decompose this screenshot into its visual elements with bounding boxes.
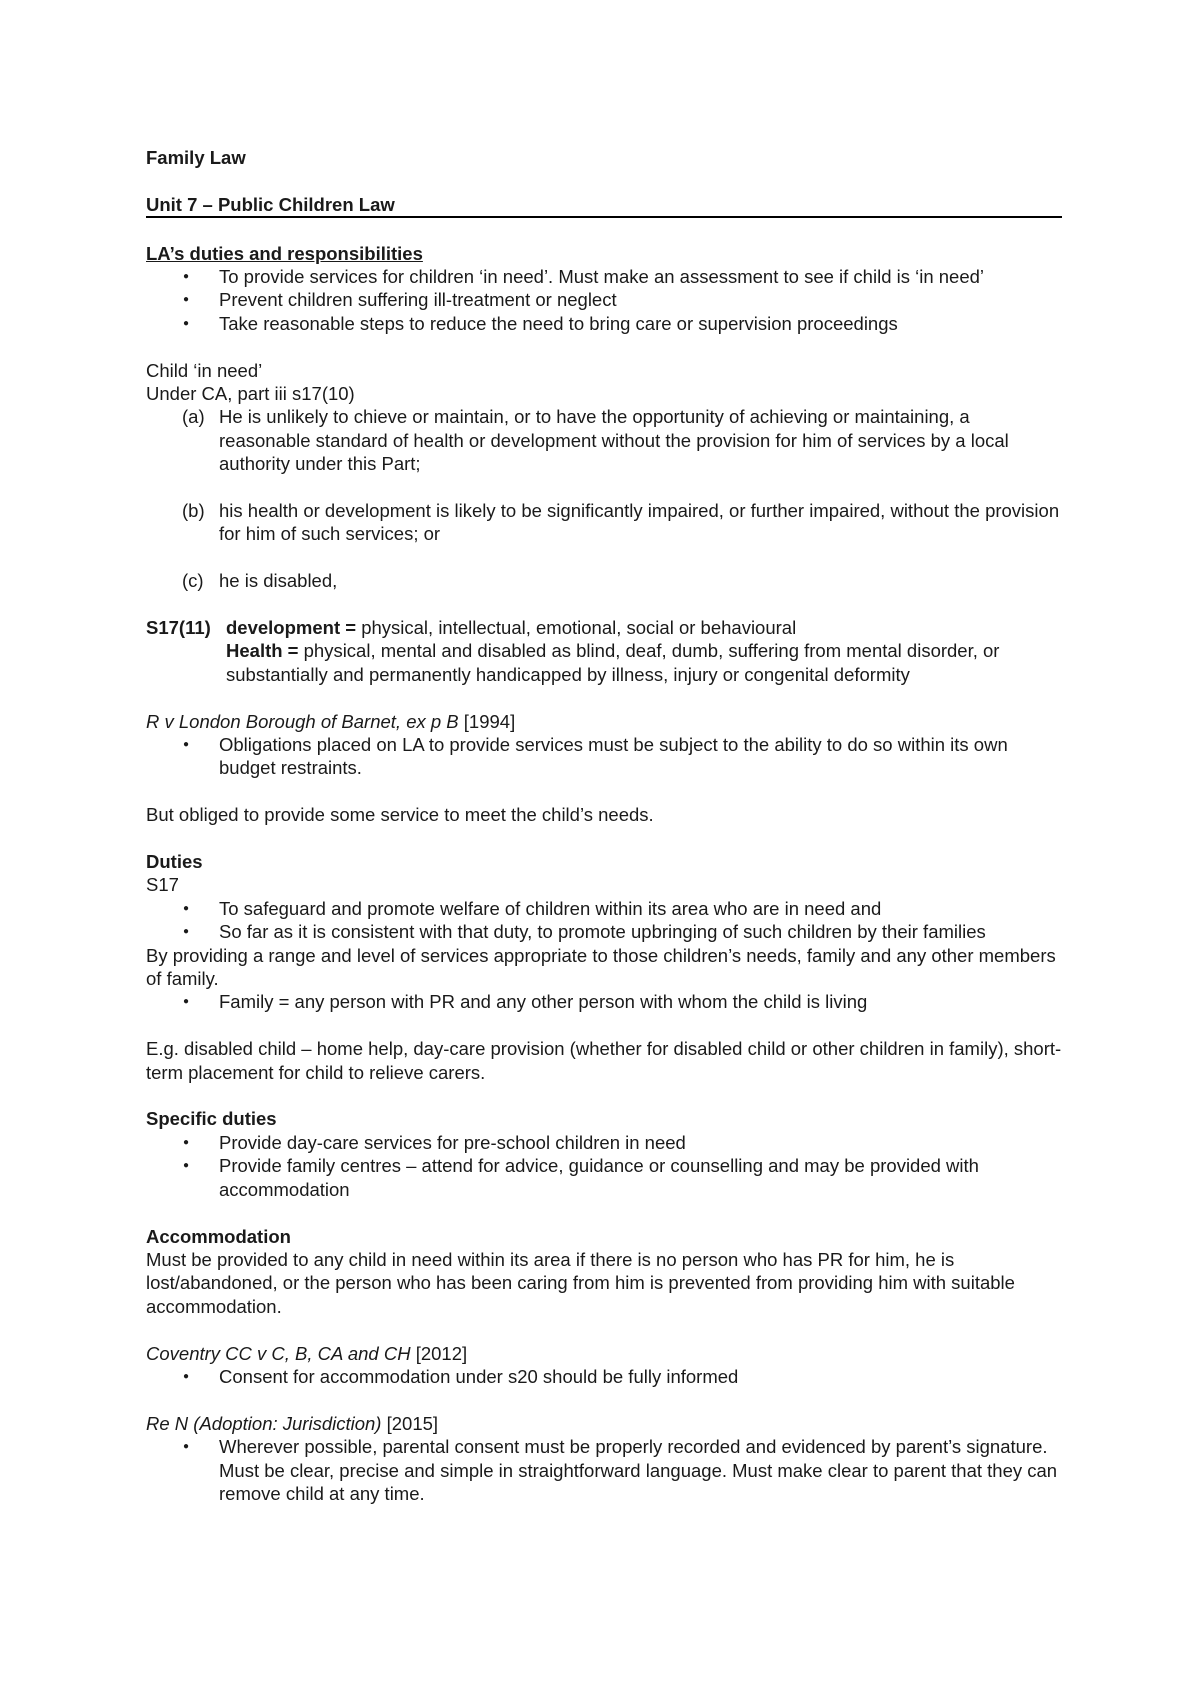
list-item: ● Provide family centres – attend for advice, guidance or counselling and may be provided with accommodation: [146, 1154, 1062, 1201]
health-definition: physical, mental and disabled as blind, deaf, dumb, suffering from mental disorder, or substantially and permanently handicapped by illness, injury or congenital deformity: [226, 640, 1000, 685]
list-item: ● Consent for accommodation under s20 should be fully informed: [146, 1365, 1062, 1388]
case-year: [1994]: [458, 710, 516, 732]
list-item: [146, 569, 1062, 592]
barnet-note: But obliged to provide some service to meet the child’s needs.: [146, 804, 654, 826]
s17-11-label: S17(11): [146, 617, 211, 639]
case-name: Re N (Adoption: Jurisdiction): [146, 1412, 382, 1434]
la-duties-heading: LA’s duties and responsibilities: [146, 242, 423, 264]
health-term: Health =: [226, 640, 299, 662]
list-item: ● So far as it is consistent with that duty, to promote upbringing of such children by their families: [146, 920, 1062, 943]
development-definition: physical, intellectual, emotional, social or behavioural: [356, 617, 797, 639]
la-duties-list: [146, 265, 1062, 335]
accommodation-heading: Accommodation: [146, 1225, 291, 1247]
development-term: development =: [226, 617, 357, 639]
list-marker: (c): [182, 570, 204, 592]
duties-heading: Duties: [146, 851, 203, 873]
s17-11-definitions: [146, 616, 1062, 686]
list-item: ● Provide day-care services for pre-school children in need: [146, 1131, 1062, 1154]
list-item: ● To provide services for children ‘in need’. Must make an assessment to see if child is ‘in need’: [146, 265, 1062, 288]
list-item: ● Prevent children suffering ill-treatment or neglect: [146, 288, 1062, 311]
child-in-need-source: Under CA, part iii s17(10): [146, 383, 355, 405]
child-in-need-list: [146, 405, 1062, 475]
document-title: Family Law: [146, 147, 246, 168]
list-item: ● Wherever possible, parental consent must be properly recorded and evidenced by parent’s signature. Must be clear, precise and simple in straightforward language. Must make clear to parent that they can remove child at any time.: [146, 1435, 1062, 1505]
list-item-text: his health or development is likely to be significantly impaired, or further impaired, without the provision for him of such services; or: [219, 500, 1060, 545]
duties-subheading: S17: [146, 874, 179, 896]
case-year: [2015]: [381, 1412, 439, 1434]
child-in-need-heading: Child ‘in need’: [146, 359, 263, 381]
list-item: ● Take reasonable steps to reduce the need to bring care or supervision proceedings: [146, 312, 1062, 335]
list-item-text: he is disabled,: [219, 570, 338, 592]
list-marker: (a): [182, 406, 205, 428]
duties-paragraph: By providing a range and level of services appropriate to those children’s needs, family and any other members of family.: [146, 944, 1056, 990]
list-item-text: He is unlikely to chieve or maintain, or to have the opportunity of achieving or maintaining, a reasonable standard of health or development without the provision for him of services by a local authority under this Part;: [219, 406, 1009, 475]
unit-title: Unit 7 – Public Children Law: [146, 193, 1062, 218]
accommodation-paragraph: Must be provided to any child in need within its area if there is no person who has PR for him, he is lost/abandoned, or the person who has been caring from him is prevented from providing him with suitable accommodation.: [146, 1248, 1015, 1317]
case-year: [2012]: [410, 1342, 468, 1364]
case-name: Coventry CC v C, B, CA and CH: [146, 1342, 411, 1364]
case-citation: [146, 1342, 1062, 1365]
list-item: ● To safeguard and promote welfare of children within its area who are in need and: [146, 897, 1062, 920]
case-citation: [146, 710, 1062, 733]
list-item: [146, 499, 1062, 546]
list-item: ● Obligations placed on LA to provide services must be subject to the ability to do so within its own budget restraints.: [146, 733, 1062, 780]
list-item: [146, 405, 1062, 475]
list-item: ● Family = any person with PR and any other person with whom the child is living: [146, 990, 1062, 1013]
case-name: R v London Borough of Barnet, ex p B: [146, 710, 459, 732]
case-citation: [146, 1412, 1062, 1435]
duties-example: E.g. disabled child – home help, day-care provision (whether for disabled child or other children in family), short-term placement for child to relieve carers.: [146, 1038, 1062, 1083]
document-page: [146, 146, 1062, 1505]
list-marker: (b): [182, 500, 205, 522]
specific-duties-heading: Specific duties: [146, 1108, 277, 1130]
